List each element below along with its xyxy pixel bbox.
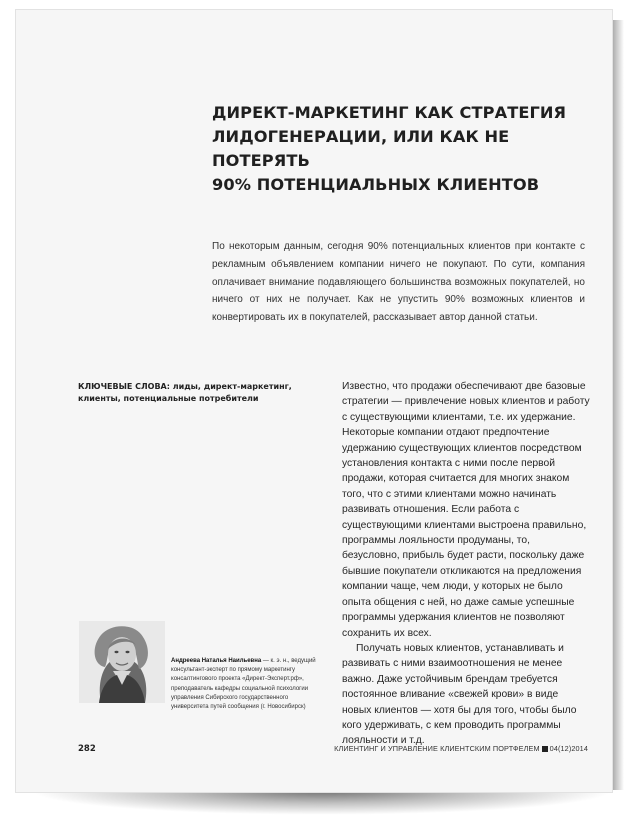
article-title — [212, 101, 592, 197]
body-paragraph: Получать новых клиентов, устанавливать и развивать с ними взаимоотношения не менее важно. Даже устойчивым брендам требуется постоянное вливание «свежей крови» в виде новых клиентов — хотя бы для того, чтобы было кого удерживать, с кем проводить программы лояльности и т.д. — [342, 642, 577, 747]
square-bullet-icon — [542, 746, 548, 752]
author-name: Андреева Наталья Наильевна — [171, 658, 262, 664]
page-number: 282 — [78, 744, 96, 754]
article-lead: По некоторым данным, сегодня 90% потенциальных клиентов при контакте с рекламным объявлением компании ничего не покупают. По сути, компания оплачивает внимание подавляющего большинства возможных покупателей, но ничего от них не получает. Как не упустить 90% возможных клиентов и конвертировать их в покупателей, рассказывает автор данной статьи. — [212, 241, 585, 324]
running-footer — [320, 744, 588, 753]
issue-number: 04(12)2014 — [549, 744, 588, 753]
keywords-block — [78, 381, 308, 405]
author-description: — к. э. н., ведущий консультант-эксперт по прямому маркетингу консалтингового проекта «Директ-Эксперт.рф», преподаватель кафедры социальной психологии управления Сибирского государственного университета путей сообщения (г. Новосибирск) — [171, 658, 316, 711]
title-line: ДИРЕКТ-МАРКЕТИНГ КАК СТРАТЕГИЯ — [212, 103, 567, 122]
author-photo — [79, 621, 165, 703]
author-bio — [171, 657, 323, 712]
author-portrait-image — [79, 621, 165, 703]
article-body — [342, 379, 590, 749]
title-line: 90% ПОТЕНЦИАЛЬНЫХ КЛИЕНТОВ — [212, 175, 540, 194]
page-side-shadow — [612, 20, 624, 790]
title-line: ЛИДОГЕНЕРАЦИИ, ИЛИ КАК НЕ ПОТЕРЯТЬ — [212, 127, 510, 170]
body-paragraph: Известно, что продажи обеспечивают две базовые стратегии — привлечение новых клиентов и работу с существующими клиентами, т.е. их удержание. Некоторые компании отдают предпочтение удержанию существующих клиентов посредством установления контакта с ними после первой продажи, которая считается для многих знаком того, что с этими клиентами можно начинать развивать отношения. Если работа с существующими клиентами выстроена правильно, программы лояльности продуманы, то, безусловно, прибыль будет расти, поскольку даже бывшие покупатели откликаются на предложения компании чаще, чем люди, у которых не было опыта общения с ней, но даже самые успешные программы удержания клиентов не позволяют сохранить их всех. — [342, 381, 590, 639]
keywords-label: КЛЮЧЕВЫЕ СЛОВА: — [78, 382, 170, 391]
journal-title: КЛИЕНТИНГ И УПРАВЛЕНИЕ КЛИЕНТСКИМ ПОРТФЕЛЕМ — [334, 744, 540, 753]
keywords-text: лиды, директ-маркетинг, клиенты, потенциальные потребители — [78, 382, 292, 403]
